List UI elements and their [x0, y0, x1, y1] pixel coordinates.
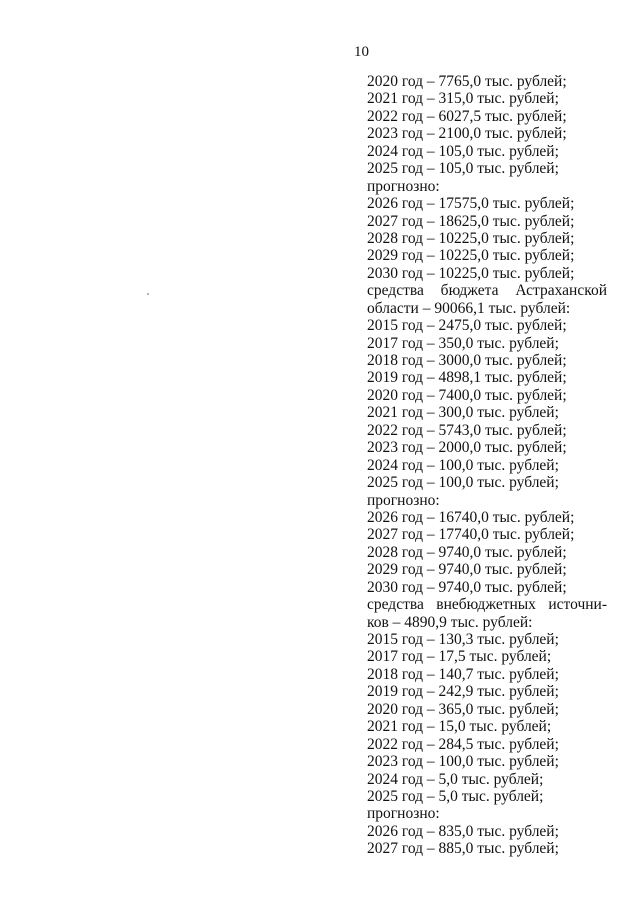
- text-line: 2028 год – 9740,0 тыс. рублей;: [367, 543, 567, 561]
- text-line: 2015 год – 130,3 тыс. рублей;: [367, 631, 559, 648]
- text-line: 2020 год – 365,0 тыс. рублей;: [367, 700, 559, 718]
- text-line: 2022 год – 6027,5 тыс. рублей;: [367, 107, 567, 125]
- text-line: прогнозно:: [367, 805, 440, 823]
- text-line: 2018 год – 140,7 тыс. рублей;: [367, 665, 559, 683]
- text-line: средства внебюджетных источни-: [367, 596, 607, 614]
- text-line: 2023 год – 100,0 тыс. рублей;: [367, 753, 559, 771]
- text-line: области – 90066,1 тыс. рублей:: [367, 299, 571, 317]
- text-line: средства бюджета Астраханской: [367, 282, 607, 300]
- text-line: 2023 год – 2100,0 тыс. рублей;: [367, 125, 567, 143]
- text-line: 2029 год – 9740,0 тыс. рублей;: [367, 561, 567, 579]
- text-line: 2017 год – 350,0 тыс. рублей;: [367, 334, 559, 352]
- text-line: 2026 год – 835,0 тыс. рублей;: [367, 822, 559, 840]
- text-line: 2030 год – 9740,0 тыс. рублей;: [367, 578, 567, 596]
- text-line: 2024 год – 100,0 тыс. рублей;: [367, 456, 559, 474]
- text-line: 2018 год – 3000,0 тыс. рублей;: [367, 352, 567, 369]
- text-line: 2022 год – 5743,0 тыс. рублей;: [367, 421, 567, 439]
- text-line: прогнозно:: [367, 491, 440, 509]
- text-line: 2015 год – 2475,0 тыс. рублей;: [367, 317, 567, 335]
- text-line: 2027 год – 885,0 тыс. рублей;: [367, 840, 559, 858]
- text-line: 2027 год – 17740,0 тыс. рублей;: [367, 526, 575, 544]
- page-number: 10: [354, 44, 369, 60]
- text-line: 2024 год – 5,0 тыс. рублей;: [367, 770, 544, 788]
- text-line: прогнозно:: [367, 177, 440, 195]
- text-line: 2026 год – 16740,0 тыс. рублей;: [367, 508, 575, 526]
- text-line: 2030 год – 10225,0 тыс. рублей;: [367, 264, 575, 282]
- text-line: 2019 год – 4898,1 тыс. рублей;: [367, 369, 567, 387]
- text-line: 2020 год – 7765,0 тыс. рублей;: [367, 73, 567, 90]
- text-line: 2021 год – 15,0 тыс. рублей;: [367, 718, 552, 736]
- text-line: 2025 год – 105,0 тыс. рублей;: [367, 160, 559, 178]
- text-line: 2017 год – 17,5 тыс. рублей;: [367, 648, 552, 666]
- text-line: 2020 год – 7400,0 тыс. рублей;: [367, 386, 567, 404]
- text-line: 2025 год – 100,0 тыс. рублей;: [367, 474, 559, 492]
- text-line: 2024 год – 105,0 тыс. рублей;: [367, 142, 559, 160]
- text-line: 2021 год – 300,0 тыс. рублей;: [367, 404, 559, 422]
- text-line: 2019 год – 242,9 тыс. рублей;: [367, 683, 559, 701]
- text-line: 2028 год ‒ 10225,0 тыс. рублей;: [367, 229, 575, 247]
- text-line: 2027 год – 18625,0 тыс. рублей;: [367, 212, 575, 230]
- scan-speck: [147, 293, 149, 295]
- text-line: 2022 год – 284,5 тыс. рублей;: [367, 735, 559, 753]
- text-line: 2023 год – 2000,0 тыс. рублей;: [367, 439, 567, 457]
- text-line: 2029 год – 10225,0 тыс. рублей;: [367, 247, 575, 265]
- text-line: 2025 год – 5,0 тыс. рублей;: [367, 787, 544, 805]
- funding-text-column: [367, 73, 607, 858]
- text-line: 2021 год – 315,0 тыс. рублей;: [367, 90, 559, 108]
- text-line: 2026 год – 17575,0 тыс. рублей;: [367, 195, 575, 213]
- text-line: ков – 4890,9 тыс. рублей:: [367, 613, 533, 631]
